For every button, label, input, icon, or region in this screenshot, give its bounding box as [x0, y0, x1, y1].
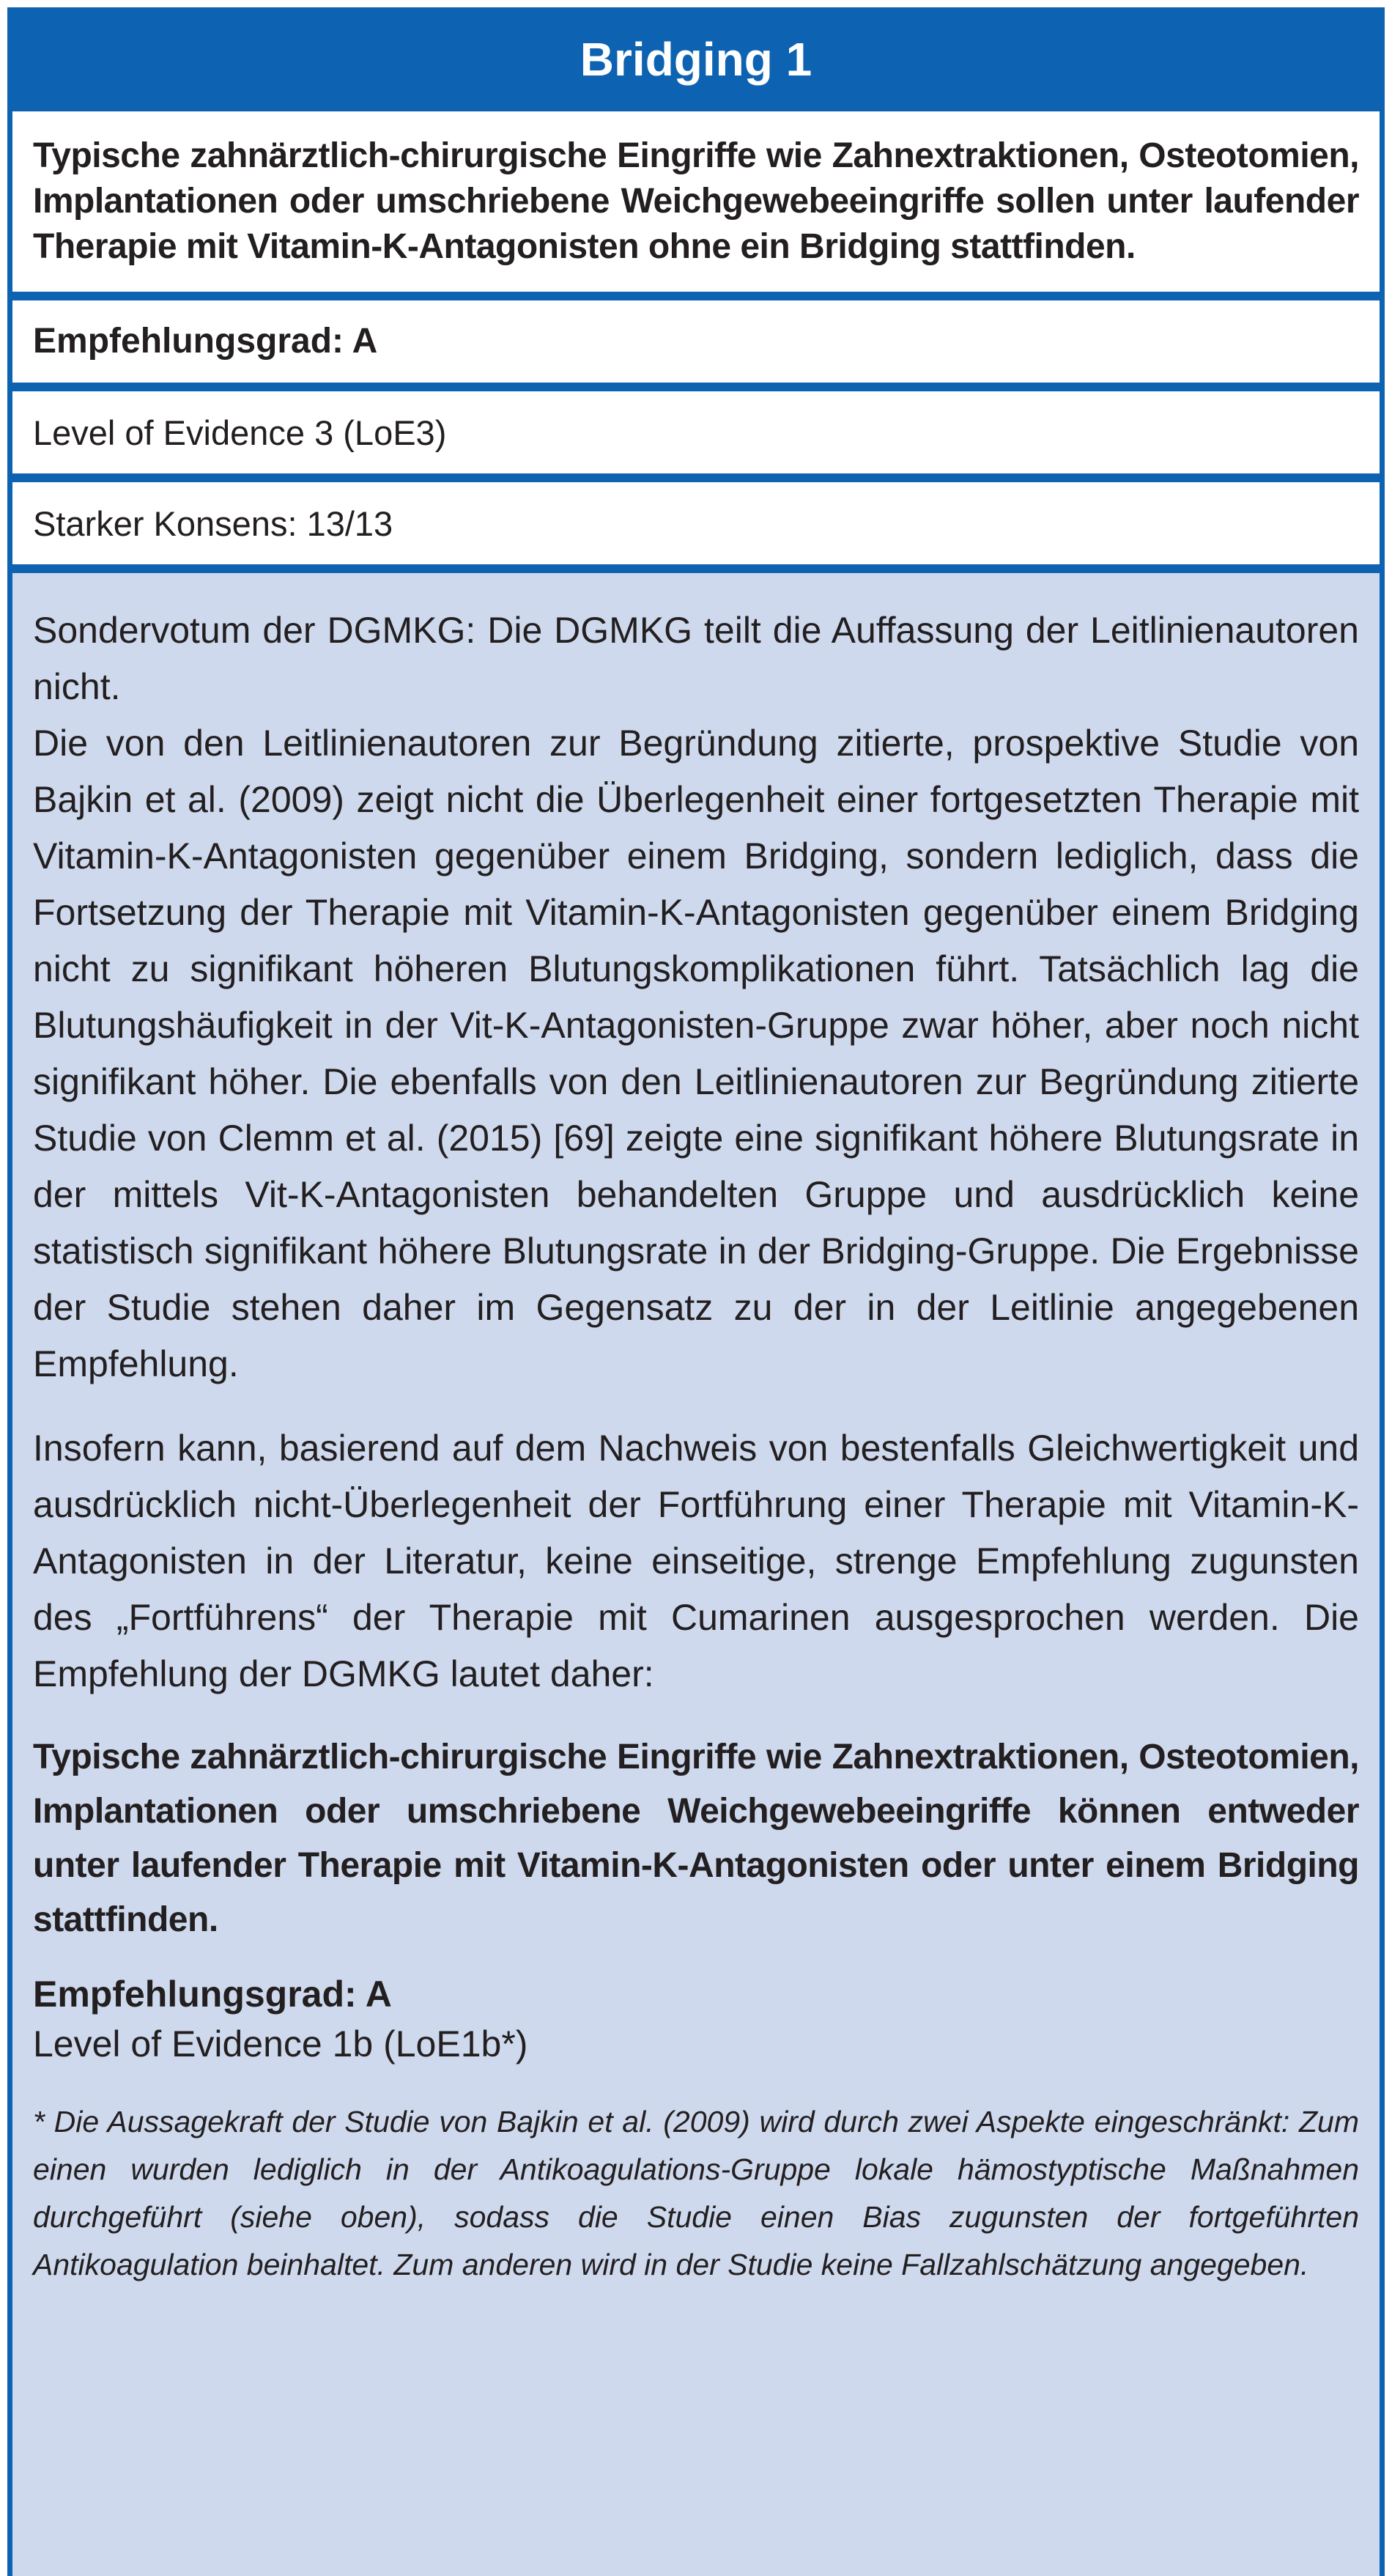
- bridging-recommendation-box: [7, 7, 1385, 2576]
- dgmkg-recommendation-grade: Empfehlungsgrad: A: [33, 1974, 392, 2015]
- sondervotum-conclusion: Insofern kann, basierend auf dem Nachweis von bestenfalls Gleichwertigkeit und ausdrücklich nicht-Überlegenheit der Fortführung einer Therapie mit Vitamin-K-Antagonisten in der Literatur, keine einseitige, strenge Empfehlung zugunsten des „Fortführens“ der Therapie mit Cumarinen ausgesprochen werden. Die Empfehlung der DGMKG lautet daher:: [33, 1428, 1359, 1694]
- level-of-evidence-row: [7, 391, 1385, 473]
- level-of-evidence-text: Level of Evidence 3 (LoE3): [33, 413, 447, 452]
- dgmkg-level-of-evidence: Level of Evidence 1b (LoE1b*): [33, 2023, 528, 2064]
- statement-text: Typische zahnärztlich-chirurgische Eingriffe wie Zahnextraktionen, Osteotomien, Implantationen oder umschriebene Weichgewebeeingriffe sollen unter laufender Therapie mit Vitamin-K-Antagonisten ohne ein Bridging stattfinden.: [33, 136, 1359, 266]
- box-title-bar: [7, 7, 1385, 111]
- row-divider: [7, 473, 1385, 482]
- box-title: Bridging 1: [580, 33, 812, 86]
- recommendation-grade-text: Empfehlungsgrad: A: [33, 322, 378, 361]
- dgmkg-recommendation: Typische zahnärztlich-chirurgische Eingriffe wie Zahnextraktionen, Osteotomien, Implantationen oder umschriebene Weichgewebeeingriffe können entweder unter laufender Therapie mit Vitamin-K-Antagonisten oder unter einem Bridging stattfinden.: [33, 1738, 1359, 1939]
- statement-row: [7, 111, 1385, 292]
- sondervotum-intro: Sondervotum der DGMKG: Die DGMKG teilt die Auffassung der Leitlinienautoren nicht.: [33, 610, 1359, 707]
- row-divider: [7, 383, 1385, 391]
- recommendation-grade-row: [7, 300, 1385, 383]
- sondervotum-argument: Die von den Leitlinienautoren zur Begründung zitierte, prospektive Studie von Bajkin et al. (2009) zeigt nicht die Überlegenheit einer fortgesetzten Therapie mit Vitamin-K-Antagonisten gegenüber einem Bridging, sondern lediglich, dass die Fortsetzung der Therapie mit Vitamin-K-Antagonisten gegenüber einem Bridging nicht zu signifikant höheren Blutungskomplikationen führt. Tatsächlich lag die Blutungshäufigkeit in der Vit-K-Antagonisten-Gruppe zwar höher, aber noch nicht signifikant höher. Die ebenfalls von den Leitlinienautoren zur Begründung zitierte Studie von Clemm et al. (2015) [69] zeigte eine signifikant höhere Blutungsrate in der mittels Vit-K-Antagonisten behandelten Gruppe und ausdrücklich keine statistisch signifikant höhere Blutungsrate in der Bridging-Gruppe. Die Ergebnisse der Studie stehen daher im Gegensatz zu der in der Leitlinie angegebenen Empfehlung.: [33, 723, 1359, 1384]
- consensus-row: [7, 482, 1385, 564]
- consensus-text: Starker Konsens: 13/13: [33, 503, 393, 543]
- row-divider: [7, 292, 1385, 300]
- row-divider: [7, 564, 1385, 573]
- study-limitation-footnote: * Die Aussagekraft der Studie von Bajkin et al. (2009) wird durch zwei Aspekte eingeschränkt: Zum einen wurden lediglich in der Antikoagulations-Gruppe lokale hämostyptische Maßnahmen durchgeführt (siehe oben), sodass die Studie einen Bias zugunsten der fortgeführten Antikoagulation beinhaltet. Zum anderen wird in der Studie keine Fallzahlschätzung angegeben.: [33, 2105, 1359, 2281]
- sondervotum-section: [7, 573, 1385, 2576]
